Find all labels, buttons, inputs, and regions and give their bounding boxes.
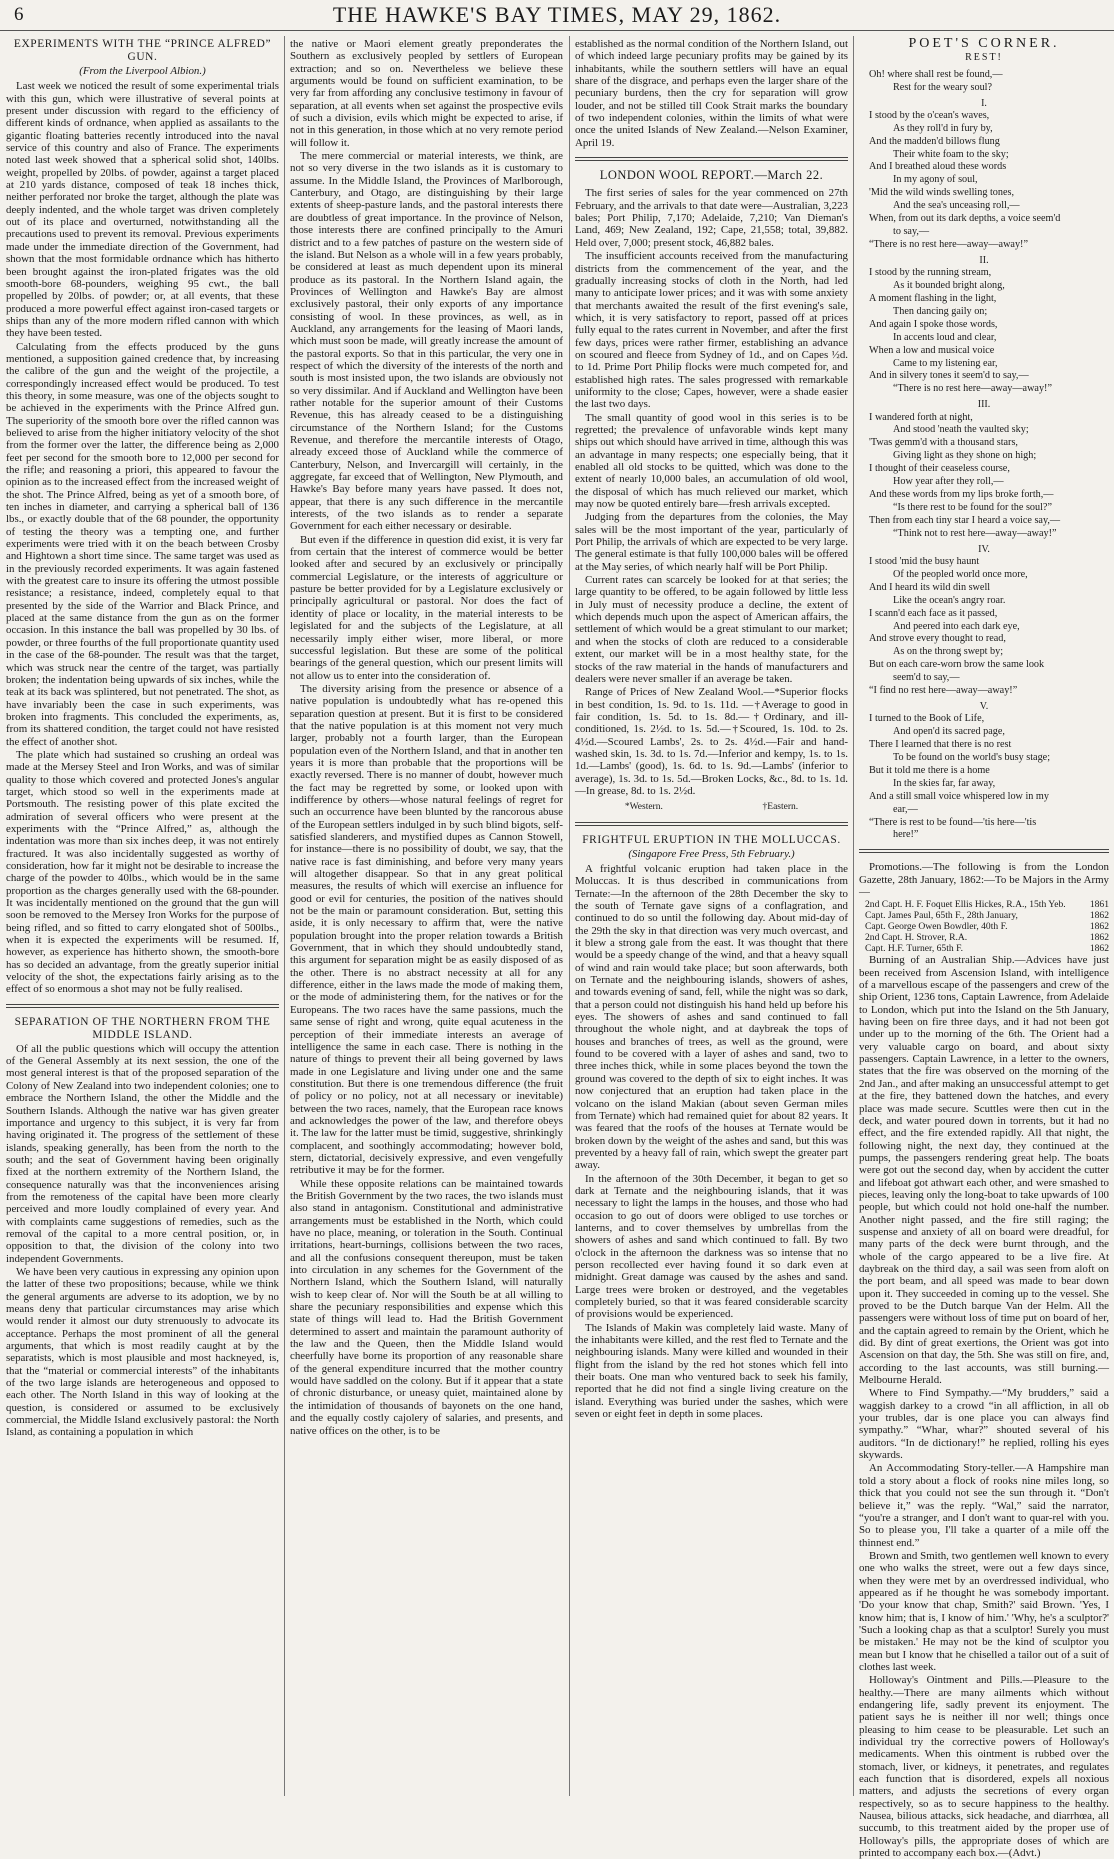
paragraph: Of all the public questions which will occupy the attention of the General Assembly at its next session, the one of the most general interest is that of the proposed separation of the Colony of New Zealand into two independent colonies; one to embrace the Northern Island, the other the Middle and the Southern Islands. Although the native war has given greater importance and urgency to this subject, it is very far from having originated it. The progress of the settlement of these islands, speaking generally, has been from the north to the south; and the seat of Government having been originally fixed at the northern extremity of the Northern Island, the consequence naturally was that the inconveniences arising from the remoteness of the capital have been more clearly perceived and more loudly complained of every year. And with complaints came suggestions of remedies, such as the removal of the capital to a more central position, or, in opposition to that, the division of the colony into two independent Governments. [6,1042,279,1265]
poem-line: Oh! where shall rest be found,— [869,68,1003,80]
promotions-list [859,899,1109,954]
paragraph: Last week we noticed the result of some experimental trials with this gun, which were illustrative of several points at present under discussion with regard to the efficiency of different kinds of ordnance, when applied as assailants to the gigantic floating batteries recently introduced into the naval service of this country and also of France. The experiments noted last week showed that a spherical solid shot, 140lbs. weight, propelled by 20lbs. of powder, against a target placed at 210 yards distance, composed of teak 18 inches thick, neither perforated nor broke the target, although the plate was deeply indented, and the whole target was driven completely out of its place and overturned, notwithstanding all the precautions used to prevent its removal. Previous experiments made under the immediate direction of the Government, had shown that the most formidable ordnance which has hitherto been brought against the iron-plated frigates was the old smooth-bore 68-pounders, weighing 95 cwt., the ball propelled by 20lbs. of powder; or, at all events, that these produced a more powerful effect against iron-cased targets or ships than any of the more modern rifled cannon with which they have been tested. [6,80,279,340]
promotion-row [859,921,1109,932]
promotion-name: Capt. George Owen Bowdler, 40th F. [865,921,1008,933]
paragraph: Holloway's Ointment and Pills.—Pleasure to the healthy.—There are many ailments which without endangering life, sadly prevent its enjoyment. The patient says he is neither ill nor well; things once pleasing to him cease to be pleasurable. Let such an individual try the corrective powers of Holloway's medicaments. When this ointment is rubbed over the stomach, liver, or kidneys, it penetrates, and regulates each function that is disordered, expels all noxious matters, and adjusts the secretions of every organ respectively, so as to secure happiness to the healthy. Nausea, bilious attacks, sick headache, and diarrhœa, all succumb, to this treatment aided by the proper use of Holloway's pills, the appropriate doses of which are printed to accompany each box.—(Advt.) [859,1674,1109,1859]
section-divider [6,1004,279,1008]
paragraph: the native or Maori element greatly preponderates the Southern as exclusively peopled by settlers of European extraction; and so on. Nevertheless we believe these arguments would be found on sufficient examination, to be very far from affording any conclusive testimony in favour of separation, at all events when set against the prospective evils of such a division, evils which might be expected to arise, if not in this generation, in those which at no very remote period will follow it. [290,38,563,149]
article-heading: SEPARATION OF THE NORTHERN FROM THE MIDDLE ISLAND. [14,1015,271,1041]
column-1 [6,38,279,1793]
promotion-year: 1862 [1089,921,1109,933]
poem-line: When, from out its dark depths, a voice seem'd [869,213,1061,225]
promotion-year: 1862 [1089,910,1109,922]
poem-line: But on each care-worn brow the same look [869,659,1045,671]
poem-line: to say,— [893,226,930,237]
poem-line: Rest for the weary soul? [893,81,993,93]
footnote-eastern: †Eastern. [762,802,799,813]
article-source: (Singapore Free Press, 5th February.) [628,847,795,860]
poem-line: “Think not to rest here—away—away!” [893,527,1057,539]
section-divider [859,849,1109,853]
stanza-number: V. [979,700,989,712]
poem-line: And the sea's unceasing roll,— [893,200,1020,212]
poem-line: Like the ocean's angry roar. [893,594,1006,606]
poem-line: 'Twas gemm'd with a thousand stars, [869,437,1018,449]
newspaper-title: THE HAWKE'S BAY TIMES, MAY 29, 1862. [332,2,782,27]
paragraph: Promotions.—The following is from the London Gazette, 28th January, 1862:—To be Majors in the Army— [859,861,1109,899]
promotion-row [859,932,1109,943]
paragraph: The mere commercial or material interests, we think, are not so very diverse in the two islands as it is customary to assume. In the Middle Island, the Provinces of Marlborough, Canterbury, and Otago, are distinguishing by their large extents of sheep-pasture lands, and the pastoral interests there are doubtless of great importance. In the province of Nelson, those interests there are confined principally to the Amuri district and to a few patches of pasture on the western side of the island. But Nelson as a whole will in a few years probably, be considered at least as much dependent upon its mineral produce as its pastoral. In the Northern Island again, the Provinces of Wellington and Hawke's Bay are almost exclusively pastoral, their only exports of any importance consisting of wool. In these provinces, as well, as in Auckland, any arrangements for the leasing of Maori lands, which must soon be made, will greatly increase the amount of the pastoral exports. So that in this particular, the very one in respect of which the diversity of the interests of the north and south is most insisted upon, the two islands are obviously not so very dissimilar. And if Auckland and Wellington have been rather notable for the superior amount of their Customs Revenue, this has already ceased to be a distinguishing circumstance of the Northern Island; for the Customs Revenue, and therefore the mercantile interests of Otago, already exceed those of Auckland while the commerce of Canterbury, Nelson, and Invercargill will certainly, in the aggregate, far exceed that of Wellington, New Plymouth, and Hawke's Bay before many years have passed. It does not, appear, that there is any such difference in the mercantile interests, of the two islands as to render a separate Government for each either necessary or desirable. [290,150,563,533]
article-heading: FRIGHTFUL ERUPTION IN THE MOLLUCCAS. [582,833,841,846]
paragraph: While these opposite relations can be maintained towards the British Government by the two races, the two islands must also stand in antagonism. Constitutional and administrative arrangements must be established in the North, which could have no place, meaning, or toleration in the South. Continual irritations, heart-burnings, collisions between the two races, and all the confusions consequent thereupon, must be taken into circulation in any schemes for the Government of the Northern Island, which the Southern Island, will naturally wish to keep clear of. Nor will the South be at all willing to share the pecuniary responsibilities and expense which this state of things will lead to. Had the British Government determined to assert and maintain the paramount authority of the law and the Queen, then the Middle Island would cheerfully have borne its proportion of any reasonable share of the general expenditure incurred that the mother country would have saddled on the colony. But if it appear that a state of chronic disturbance, or uneasy quiet, maintained alone by the intimidation of thousands of bayonets on the one hand, and the equally costly cajolery of salaries, and presents, and native offices on the other, is to be [290,1177,563,1437]
paragraph: A frightful volcanic eruption had taken place in the Moluccas. It is thus described in communications from Ternate:—In the afternoon of the 28th December the sky to the south of Ternate gave signs of a conflagration, and continued to do so until the following day. About mid-day of the 29th the sky in that direction was very much overcast, and it blew a strong gale from the east. It was thought that there would be a speedy change of the wind, and that a heavy squall of wind and rain would take place; but soon afterwards, both on Ternate and the neighbouring islands, showers of ashes, and towards evening of sand, fell, while the night was so dark, that a person could not distinguish his hand held up before his eyes. The showers of ashes and sand continued to fall throughout the whole night, and at daybreak the tops of houses and branches of trees, as well as the ground, were found to be covered with a layer of ashes and sand, two to three inches thick, while in some places beyond the town the ground was covered to the depth of six to eight inches. It was now conjectured that an eruption had taken place in the volcano on the island Makian (about seven German miles from Ternate) which had remained quiet for about 82 years. It was feared that the roofs of the houses at Ternate would be broken down by the weight of the ashes and sand, but this was prevented by a heavy fall of rain, which swept the greater part away. [575,862,848,1172]
poem-line: I scann'd each face as it passed, [869,607,998,619]
poem-line: As they roll'd in fury by, [893,122,993,134]
poem-line: I stood 'mid the busy haunt [869,555,980,567]
poem-line: When a low and musical voice [869,344,995,356]
poem-line: Then dancing gaily on; [893,305,988,317]
poem-line: I thought of their ceaseless course, [869,463,1010,475]
poem-line: Came to my listening ear, [893,357,998,369]
poem-line: As it bounded bright along, [893,280,1005,292]
article-heading: EXPERIMENTS WITH THE “PRINCE ALFRED” GUN. [13,38,272,63]
paragraph: established as the normal condition of the Northern Island, out of which indeed large pecuniary profits may be gained by its inhabitants, while the southern settlers will have an equal share of the disgrace, and perhaps even the larger share of the pecuniary burdens, then the cry for separation will grow louder, and not be stilled till Cook Strait marks the boundary of two independent colonies, within the limits of what were once the united Islands of New Zealand.—Nelson Examiner, April 19. [575,38,848,149]
paragraph: But even if the difference in question did exist, it is very far from certain that the interest of commerce would be better looked after and secured by an exclusively or principally commercial Legislature, or the interests of aggriculture or pasture be better provided for by a Legislature exclusively or principally agricultural or pastoral. Nor does the fact of identity of place or locality, in the material interests to be legislated for and the subjects of the Legislature, at all necessarily imply either wiser, more liberal, or more successful legislation. But these are some of the political bearings of the general question, which our present limits will not allow us to enter into the consideration of. [290,533,563,682]
section-divider [575,157,848,161]
poem-line: And a still small voice whispered low in my [869,790,1049,802]
poem-line: “I find no rest here—away—away!” [869,685,1018,697]
page-number: 6 [14,4,24,25]
promotion-name: 2nd Capt. H. F. Foquet Ellis Hickes, R.A., 15th Yeb. [865,899,1066,911]
paragraph: An Accommodating Story-teller.—A Hampshire man told a story about a flock of rooks nine miles long, so thick that you could not see the sun through it. “Don't believe it,” was the reply. “Wal,” said the narrator, “you're a stranger, and I don't want to quar-rel with you. So to please you, I'll take a quarter of a mile off the thinnest end.” [859,1462,1109,1549]
column-2 [290,38,563,1793]
poem-line: And peered into each dark eye, [893,620,1020,632]
footnote-western: *Western. [624,802,663,813]
paragraph: The plate which had sustained so crushing an ordeal was made at the Mersey Steel and Iron Works, and was of similar quality to those which covered and protected Jones's angular target, which stood so well in the experiments made at Portsmouth. The resisting power of this plate excited the admiration of several officers who were present at the experiments with the “Prince Alfred,” as, although the indentation was more than six inches deep, it was not entirely fractured. It was also incidentally suggested as worthy of consideration, how far it might not be desirable to increase the charge of the powder to 40lbs., which would be in the same proportion as the charges generally used with the 68-pounder. It was incidentally mentioned on the ground that the gun will soon be removed to the Mersey Iron Works for the purpose of being rifled, and so fitted to carry elongated shot of 500lbs., when it is expected the experiments will be resumed. If, however, as experience has hitherto shown, the smooth-bore has so decided an advantage, from the greatly superior initial velocity of the shot, the expectations fairly arising as to the effect of so enormous a shot may not be fully realised. [6,748,279,996]
paragraph: The Islands of Makin was completely laid waste. Many of the inhabitants were killed, and the rest fled to Ternate and the neighbouring islands. Many were killed and wounded in their flight from the island by the red hot stones which fell into their boats. One man who ventured back to seek his family, reported that he did not find a single living creature on the island. Everything was buried under the sashes, which were seven or eight feet in depth in some places. [575,1321,848,1421]
promotion-row [859,943,1109,954]
masthead [0,0,1114,31]
poem-line: Of the peopled world once more, [893,568,1028,580]
poem-line: 'Mid the wild winds swelling tones, [869,187,1015,199]
poem-line: How year after they roll,— [893,476,1004,488]
poem-line: seem'd to say,— [893,672,960,684]
paragraph: The insufficient accounts received from the manufacturing districts from the commencement of the year, and the gradually increasing stocks of cloth in the North, had led many to anticipate lower prices; and it was with some anxiety that merchants awaited the result of the first evening's sale, which, it is very satisfactory to report, passed off at prices fully equal to the rates current in November, and after the first few days, prices were rather firmer, establishing an advance on scoured and fleece from Sydney of 1d., and on Capes ½d. to 1d. Prime Port Philip flocks were much competed for, and established high rates. The sales progressed with remarkable uniformity to the close; Capes, however, were a shade easier the last two days. [575,250,848,411]
poem-line: here!” [893,829,919,841]
paragraph: Judging from the departures from the colonies, the May sales will be the most important of the year, particularly of Port Philip, the arrivals of which are expected to be very large. The general estimate is that fully 100,000 bales will be offered at the May series, of which nearly half will be Port Philip. [575,511,848,573]
paragraph: Brown and Smith, two gentlemen well known to every one who walks the street, were out a few days since, when they were met by an overdressed individual, who appeared as if he thought he was somebody important. 'Do your know that chap, Smith?' said Brown. 'Yes, I know him; that is, I know of him.' 'Why, he's a sculptor?' 'Such a looking chap as that a sculptor! Surely you must be mistaken.' He may not be the kind of sculptor you mean but I know that he chiselled a tailor out of a suit of clothes last week. [859,1549,1109,1673]
poem-title: REST! [965,52,1003,64]
poem-line: There I learned that there is no rest [869,739,1012,751]
poem-line: ear,— [893,803,918,815]
column-3 [575,38,848,1793]
stanza-number: II. [979,254,989,266]
promotion-year: 1862 [1089,943,1109,955]
stanza-number: I. [981,97,987,109]
paragraph: Calculating from the effects produced by the guns mentioned, a supposition gained credence that, by increasing the calibre of the gun and the weight of the projectile, a correspondingly increased effect would be produced. To test this theory, in some measure, was one of the objects sought to be achieved in the experiments with the Prince Alfred gun. The superiority of the smooth bore over the rifled cannon was believed to arise from the higher initiatory velocity of the shot from the former over the latter, the difference being as 2,000 feet per second for the smooth bore to 12,000 per second for the rifle; and reasoning a priori, this appeared to favour the opinion as to the increased effect from the increased weight of the shot. The Prince Alfred, being as yet of a smooth bore, of ten inches in diameter, and carrying a spherical ball of 136 lbs., or exactly double that of the 68 pounder, the opportunity of testing the theory was a tempting one, and further experiments were tried with it on the beach between Crosby and Hightown a short time since. The same target was used as in the previously recorded experiments. It was again fastened with the greatest care to insure its offering the utmost possible resistance; a resistance, indeed, completely equal to that presented by the side of the Warrior and Black Prince, and placed at the same distance from the gun as on the former occasion. In this instance the ball was propelled by 30 lbs. of powder, or three fourths of the full proportionate quantity used in the case of the 68-pounder. The result was that the target, which was struck near the centre of the target, was partially broken; the indentation being upwards of six inches, while the teak at its back was splintered, but not penetrated. The shot, as have invariably been the case in such experiments, was broken into fragments. This concluded the experiments, as, from its shattered condition, the target could not have resisted the effect of another shot. [6,340,279,748]
poem-line: Then from each tiny star I heard a voice say,— [869,514,1061,526]
poem-line: As on the throng swept by; [893,646,1004,658]
poets-corner-heading: POET'S CORNER. [908,36,1060,51]
poem-line: And again I spoke those words, [869,318,998,330]
promotion-row [859,910,1109,921]
poem-line: In my agony of soul, [893,174,978,186]
poem-line: In the skies far, far away, [893,777,996,789]
article-heading: LONDON WOOL REPORT.—March 22. [599,168,824,183]
poem-line: And in silvery tones it seem'd to say,— [869,370,1029,382]
poem-body [859,98,1109,842]
paragraph: Where to Find Sympathy.—“My brudders,” said a waggish darkey to a crowd “in all affliction, in all ob your trubles, dar is one place you can always find sympathy.” “Whar, whar?” shouted several of his auditors. “In de dictionary!” he replied, rolling his eyes skywards. [859,1387,1109,1462]
poem-line: I wandered forth at night, [869,411,973,423]
poem-line: To be found on the world's busy stage; [893,752,1051,763]
poem-line: And stood 'neath the vaulted sky; [893,424,1029,436]
paragraph: Range of Prices of New Zealand Wool.—*Superior flocks in best condition, 1s. 9d. to 1s. 11d. —†Average to good in fair condition, 1s. 5d. to 1s. 8d.—†Ordinary, and ill-conditioned, 1s. 2½d. to 1s. 5d.—†Scoured, 1s. 10d. to 2s. 4½d.—Scoured Lambs', 2s. to 2s. 4½d.—Fair and hand-washed skin, 1s. 3d. to 1s. 7d.—Inferior and kempy, 1s. to 1s. 1d.—Lambs' (good), 1s. 6d. to 1s. 9d.—Lambs' (inferior to average), 1s. 3d. to 1s. 5d.—Broken Locks, &c., 8d. to 1s. 1d.—In grease, 8d. to 1s. 2½d. [575,686,848,797]
poem-line: I turned to the Book of Life, [869,713,985,725]
poem-line: But it told me there is a home [869,764,990,776]
poem-line: “There is rest to be found—'tis here—'tis [869,816,1037,828]
poem-line: And I heard its wild din swell [869,581,991,593]
poem-line: And strove every thought to read, [869,633,1006,645]
poem-line: And open'd its sacred page, [893,726,1005,738]
article-source: (From the Liverpool Albion.) [79,65,206,77]
poem-line: “There is no rest here—away—away!” [869,238,1028,250]
footnotes [575,801,848,813]
poem-line: Giving light as they shone on high; [893,450,1037,462]
paragraph: The diversity arising from the presence or absence of a native population is undoubtedly what has re-opened this separation question at present. But it is first to be considered that the native population is at this moment not very much larger, probably not a fourth larger, than the European population even of the Northern Island, and that in another ten years it is more than probable that the proportions will be exactly reversed. There is no manner of doubt, however much the fact may be regretted by some, or looked upon with indifference by others—whose natural feelings of regret for such an occurrence have been blunted by the rancorous abuse of the European settlers indulged in by such blind bigots, self-satisfied slanderers, and mystified dupes as Cannon Stowell, for instance—there is no possibility of doubt, we say, that the native race is fast diminishing, and before very many years will altogether disappear. So that in any great political measures, the results of which will exercise an influence for good or evil for centuries, the position of the natives should not be the main or paramount consideration. But, setting this aside, it is only necessary to affirm that, were the native population brought into the proper relation towards a British Government, that in which they should undoubtedly stand, this argument for separation might be as easily disposed of as the other. There is no abstract necessity at all for any difference, either in the laws made the mode of making them, or the mode of administering them, for the natives or for the Europeans. The two races have the same passions, much the same sense of right and wrong, quite equal acuteness in the perception of their immediate interests an average of intelligence the same in each case. There is nothing in the nature of things to prevent their all being governed by laws made in one Legislature and living under one and the same constitution. But there is one tremendous difference (the fruit of policy or no policy, not at all necessary or inevitable) between the two races, namely, that the European race knows and acknowledges the power of the law, and therefore obeys it. The law for the latter must be timid, suggestive, shrinkingly complacent, and soothingly accommodating; however bold, stern, dictatorial, decisively expressive, and even vengefully retributive it may be for the former. [290,682,563,1177]
promotion-name: Capt. H.F. Turner, 65th F. [865,943,964,955]
paragraph: The first series of sales for the year commenced on 27th February, and the arrivals to that date were—Australian, 3,223 bales; Port Philip, 7,170; Adelaide, 7,210; Van Dieman's Land, 469; New Zealand, 192; Cape, 21,558; total, 39,882. Held over, 7,000; present stock, 46,882 bales. [575,187,848,249]
promotion-name: Capt. James Paul, 65th F., 28th January, [865,910,1018,922]
poem-line: I stood by the running stream, [869,267,992,279]
poem-line: “Is there rest to be found for the soul?” [893,501,1052,513]
poem-line: “There is no rest here—away—away!” [893,383,1052,395]
poem-line: Their white foam to the sky; [893,148,1009,160]
paragraph: We have been very cautious in expressing any opinion upon the latter of these two propositions; because, while we think the general arguments are adverse to its adoption, we by no means deny that particular circumstances may arise which would render it almost our duty strenuously to advocate its acceptance. Perhaps the most prominent of all the general arguments, that which is most readily caught at by the separatists, which is most plausible and most hackneyed, is, that the “material or commercial interests” of the inhabitants of the two large islands are heterogeneous and opposed to each other. The North Island in this way of looking at the question, is considered or assumed to be exclusively commercial, the Middle Island exclusively pastoral: the North Island, as containing a population in which [6,1265,279,1439]
paragraph: The small quantity of good wool in this series is to be regretted; the prevalence of unfavorable winds kept many ships out which should have arrived in time, although this was an advantage in many respects; one especially being, that it enabled all old stocks to be quitted, which was done to the extent of nearly 10,000 bales, an accumulation of old wool, the disposal of which has much relieved our market, which may now be quoted entirely bare—fresh arrivals excepted. [575,411,848,511]
paragraph: Burning of an Australian Ship.—Advices have just been received from Ascension Island, with intelligence of a marvellous escape of the passengers and crew of the ship Orient, 1236 tons, Captain Lawrence, from Adelaide to London, which put into the Island on the 5th January, having been on fire three days, and it had not been got under up to the morning of the 6th. The Orient had a very valuable cargo on board, and about sixty passengers. Captain Lawrence, in a letter to the owners, states that the fire was observed on the morning of the 2nd Jan., and after making an unsuccessful attempt to get at the fire, they battened down the hatches, and every place was made secure. Scuttles were then cut in the deck, and water poured down in torrents, but it had no effect, and the fire extended rapidly. All that night, the following night, the next day, they continued at the pumps, the passengers rendering great help. The boats were got out the second day, when by accident the cutter and lifeboat got athwart each other, and were smashed to pieces, leaving only the long-boat to take upwards of 100 people, but which could not hold one-half the number. Another night passed, and the fire still raging; the suspense and anxiety of all on board were dreadful, for many parts of the deck were burnt through, and the whole of the cargo appeared to be a live fire. At daybreak on the third day, a sail was seen from aloft on the port beam, and all speed was made to bear down upon it. They succeeded in coming up to the vessel. She proved to be the Dutch barque Van der Helm. All the passengers were without loss of time put on board of her, and the captain agreed to remain by the Orient, which he did. By dint of great exertions, the Orient was got into Ascension on that day, the 5th. She was still on fire, and, according to the last accounts, was still burning.—Melbourne Herald. [859,954,1109,1387]
promotion-year: 1861 [1089,899,1109,911]
poem-line: In accents loud and clear, [893,331,997,343]
promotion-name: 2nd Capt. H. Strover, R.A. [865,932,968,944]
poem-line: And I breathed aloud these words [869,161,1007,173]
stanza-number: IV. [978,543,990,555]
promotion-row [859,899,1109,910]
column-4 [859,36,1109,1859]
paragraph: Current rates can scarcely be looked for at that series; the large quantity to be offered, to be again followed by little less in July must of necessity produce a decline, the extent of which depends much upon the aspect of American affairs, the settlement of which would be a great stimulant to our market; and when the stocks of cloth are reduced to a considerable extent, our market will be in a most healthy state, for the stocks of the raw material in the hands of manufacturers and dealers were never smaller if an average be taken. [575,574,848,685]
stanza-number: III. [977,399,991,411]
paragraph: In the afternoon of the 30th December, it began to get so dark at Ternate and the neighbouring islands, that it was necessary to light the lamps in the houses, and those who had occasion to go out of doors were obliged to use torches or lanterns, and to cover themselves by umbrellas from the showers of ashes and sand which continued to fall. By two o'clock in the afternoon the darkness was so intense that no person recollected ever having found it so dark even at midnight. Great damage was caused by the ashes and sand. Large trees were broken or destroyed, and the vegetables completely buried, so that it was feared considerable scarcity of provisions would be experienced. [575,1172,848,1321]
promotion-year: 1862 [1089,932,1109,944]
columns [0,36,1114,1859]
poem-line: I stood by the o'cean's waves, [869,109,990,121]
poem-line: And these words from my lips broke forth,— [869,489,1054,500]
poem-line: A moment flashing in the light, [869,292,997,304]
section-divider [575,822,848,826]
poem-line: And the madden'd billows flung [869,135,1000,147]
